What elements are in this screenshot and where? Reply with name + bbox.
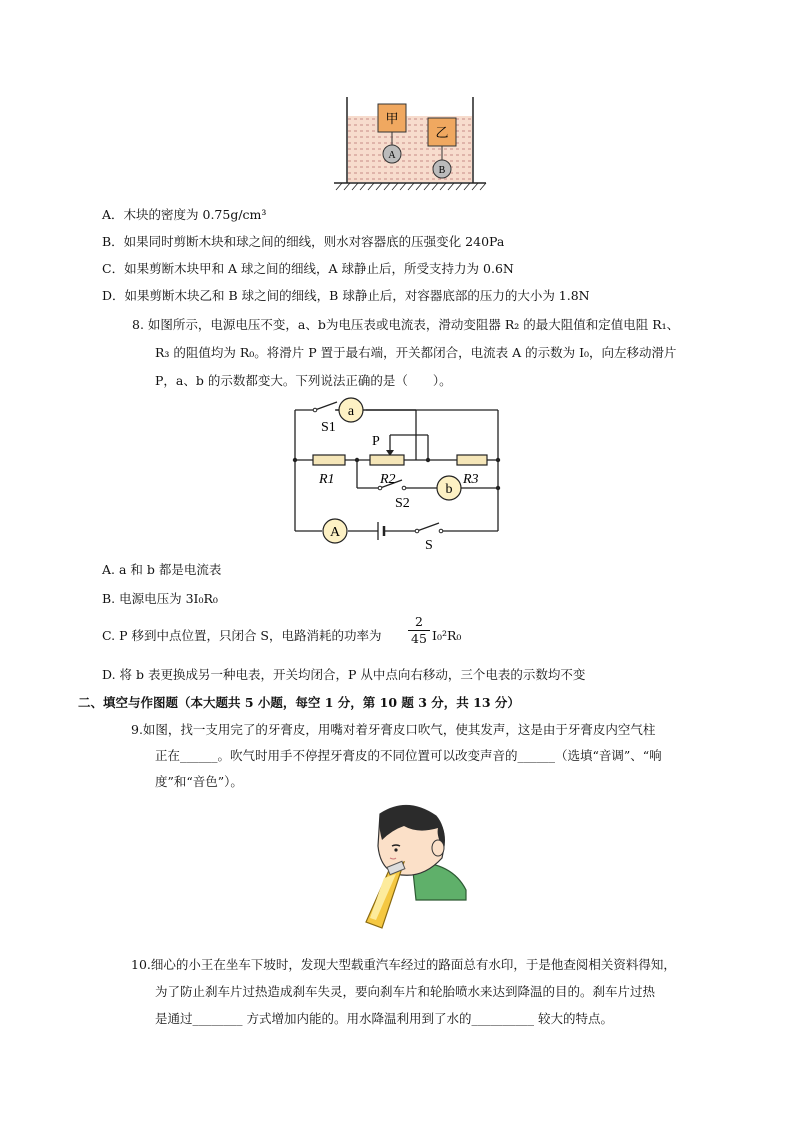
q7-option-b: B．如果同时剪断木块和球之间的细线，则水对容器底的压强变化 240Pa [102,234,505,249]
ammeter-label: A [329,525,341,540]
q10-line1: 10.细心的小王在坐车下坡时，发现大型载重汽车经过的路面总有水印，于是他查阅相关资料得知， [131,957,676,972]
q8-option-c-fraction [408,615,430,646]
fraction-denominator: 45 [411,631,427,646]
container-figure [330,92,490,192]
r2-label: R2 [380,472,396,487]
q8-stem-line2: R₃ 的阻值均为 R₀。将滑片 P 置于最右端，开关都闭合，电流表 A 的示数为 I₀，向左移动滑片 [155,345,677,360]
q10-line2: 为了防止刹车片过热造成刹车失灵，要向刹车片和轮胎喷水来达到降温的目的。刹车片过热 [155,984,656,999]
q7-option-c: C．如果剪断木块甲和 A 球之间的细线，A 球静止后，所受支持力为 0.6N [102,261,514,276]
q8-option-c-tail: I₀²R₀ [432,628,462,643]
section2-heading: 二、填空与作图题（本大题共 5 小题，每空 1 分，第 10 题 3 分，共 13 分） [78,695,520,710]
resistor-r2 [370,455,404,465]
q10-line3: 是通过________ 方式增加内能的。用水降温利用到了水的__________ 较大的特点。 [155,1011,613,1026]
q7-option-d: D．如果剪断木块乙和 B 球之间的细线，B 球静止后，对容器底部的压力的大小为 1.8N [102,288,590,303]
meter-b-label: b [445,482,453,497]
q9-line2: 正在______。吹气时用手不停捏牙膏皮的不同位置可以改变声音的______（选填“音调”、“响 [155,748,662,763]
p-label: P [372,434,380,449]
r1-label: R1 [319,472,335,487]
resistor-r1 [313,455,345,465]
boy-toothpaste-figure [352,800,472,940]
q7-option-a: A．木块的密度为 0.75g/cm³ [102,207,267,222]
s2-label: S2 [395,496,410,511]
q8-option-b: B. 电源电压为 3I₀R₀ [102,591,218,606]
q8-option-d: D. 将 b 表更换成另一种电表，开关均闭合，P 从中点向右移动，三个电表的示数均不变 [102,667,586,682]
q8-stem-line1: 8. 如图所示，电源电压不变，a、b为电压表或电流表，滑动变阻器 R₂ 的最大阻值和定值电阻 R₁、 [132,317,680,332]
q9-line1: 9.如图，找一支用完了的牙膏皮，用嘴对着牙膏皮口吹气，使其发声，这是由于牙膏皮内空气柱 [131,722,656,737]
block-jia-label: 甲 [385,111,399,126]
s1-label: S1 [321,420,336,435]
r3-label: R3 [463,472,479,487]
ball-b-label: B [438,165,446,176]
q9-line3: 度”和“音色”）。 [155,774,243,789]
q8-stem-line3: P，a、b 的示数都变大。下列说法正确的是（ ）。 [155,373,452,388]
fraction-numerator: 2 [415,614,423,629]
circuit-diagram [285,398,510,553]
s-label: S [425,538,433,553]
ball-a-label: A [388,150,396,161]
block-yi-label: 乙 [435,125,449,140]
resistor-r3 [457,455,487,465]
q8-option-a: A. a 和 b 都是电流表 [102,562,222,577]
q8-option-c-prefix: C. P 移到中点位置，只闭合 S，电路消耗的功率为 [102,628,382,643]
meter-a-label: a [347,404,355,419]
ground-hatch [336,183,486,190]
